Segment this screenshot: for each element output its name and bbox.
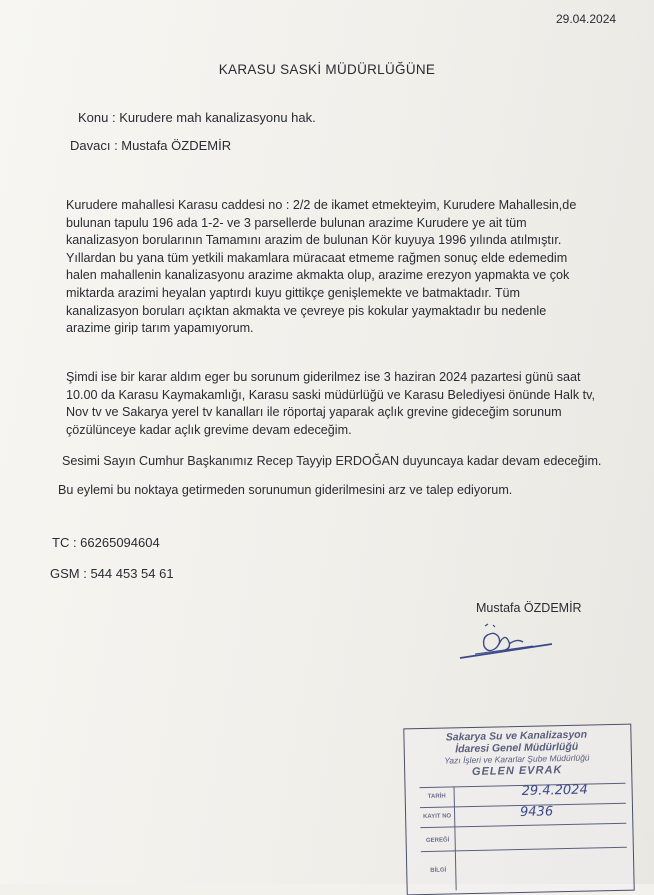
incoming-document-stamp (403, 724, 634, 895)
gsm-number: GSM : 544 453 54 61 (50, 566, 174, 581)
stamp-line: GELEN EVRAK (471, 763, 563, 778)
stamp-line: Sakarya Su ve Kanalizasyon (445, 728, 588, 744)
text-line: miktarda arazimi heyalan yaptırdı kuyu gittikçe genişlemekte ve batmaktadır. Tüm (66, 285, 521, 300)
text-line: kanalizasyon borularının Tamamını arazim de bulunan Kör kuyuya 1996 yılında atılmıştır. (66, 233, 562, 248)
text-line: 10.00 da Karasu Kaymakamlığı, Karasu saski müdürlüğü ve Karasu Belediyesi önünde Halk tv, (66, 387, 595, 402)
text-line: arazime girip tarım yapamıyorum. (66, 321, 254, 336)
text-line: Nov tv ve Sakarya yerel tv kanalları ile röportaj yaparak açlık grevine gideceğim sorunum (66, 405, 562, 420)
signature-name: Mustafa ÖZDEMİR (476, 601, 582, 615)
text-line: çözülünceye kadar açlık grevime devam edeceğim. (66, 422, 352, 437)
paragraph-request: Bu eylemi bu noktaya getirmeden sorunumun giderilmesini arz ve talep ediyorum. (58, 483, 513, 497)
stamp-line: İdaresi Genel Müdürlüğü (455, 740, 579, 755)
stamp-label: BİLGİ (430, 867, 447, 874)
text-line: Şimdi ise bir karar aldım eger bu sorunum giderilmez ise 3 haziran 2024 pazartesi günü saat (66, 370, 581, 384)
tc-number: TC : 66265094604 (52, 535, 160, 550)
text-line: Kurudere mahallesi Karasu caddesi no : 2/2 de ikamet etmekteyim, Kurudere Mahallesin,de (66, 198, 577, 212)
text-line: Yıllardan bu yana tüm yetkili makamlara müracaat etmeme rağmen sonuç elde edemedim (66, 250, 568, 265)
paragraph-president: Sesimi Sayın Cumhur Başkanımız Recep Tayyip ERDOĞAN duyuncaya kadar devam edeceğim. (62, 454, 602, 468)
plaintiff-line: Davacı : Mustafa ÖZDEMİR (70, 138, 232, 153)
paragraph-hunger-strike (66, 369, 595, 439)
stamp-label: GEREĞİ (425, 837, 450, 844)
document-date: 29.04.2024 (556, 12, 617, 26)
paragraph-complaint (66, 197, 576, 338)
stamp-label: KAYIT NO (423, 813, 452, 821)
stamp-header (410, 729, 623, 779)
document-title: KARASU SASKİ MÜDÜRLÜĞÜNE (218, 62, 436, 77)
handwritten-signature (455, 620, 555, 665)
stamp-line: Yazı İşleri ve Kararlar Şube Müdürlüğü (444, 752, 590, 766)
text-line: halen mahallenin kanalizasyonu arazime akmakta olup, arazime erezyon yapmakta ve çok (66, 268, 570, 283)
text-line: bulunan tapulu 196 ada 1-2- ve 3 parsellerde bulunan arazime Kurudere ye ait tüm (66, 215, 527, 230)
text-line: kanalizasyon boruları açıktan akmakta ve çevreye pis kokular yaymaktadır bu nedenle (66, 303, 547, 318)
stamp-hand-date: 29.4.2024 (521, 782, 588, 799)
stamp-label: TARİH (427, 793, 446, 800)
stamp-hand-number: 9436 (519, 804, 554, 820)
subject-line: Konu : Kurudere mah kanalizasyonu hak. (78, 110, 316, 125)
